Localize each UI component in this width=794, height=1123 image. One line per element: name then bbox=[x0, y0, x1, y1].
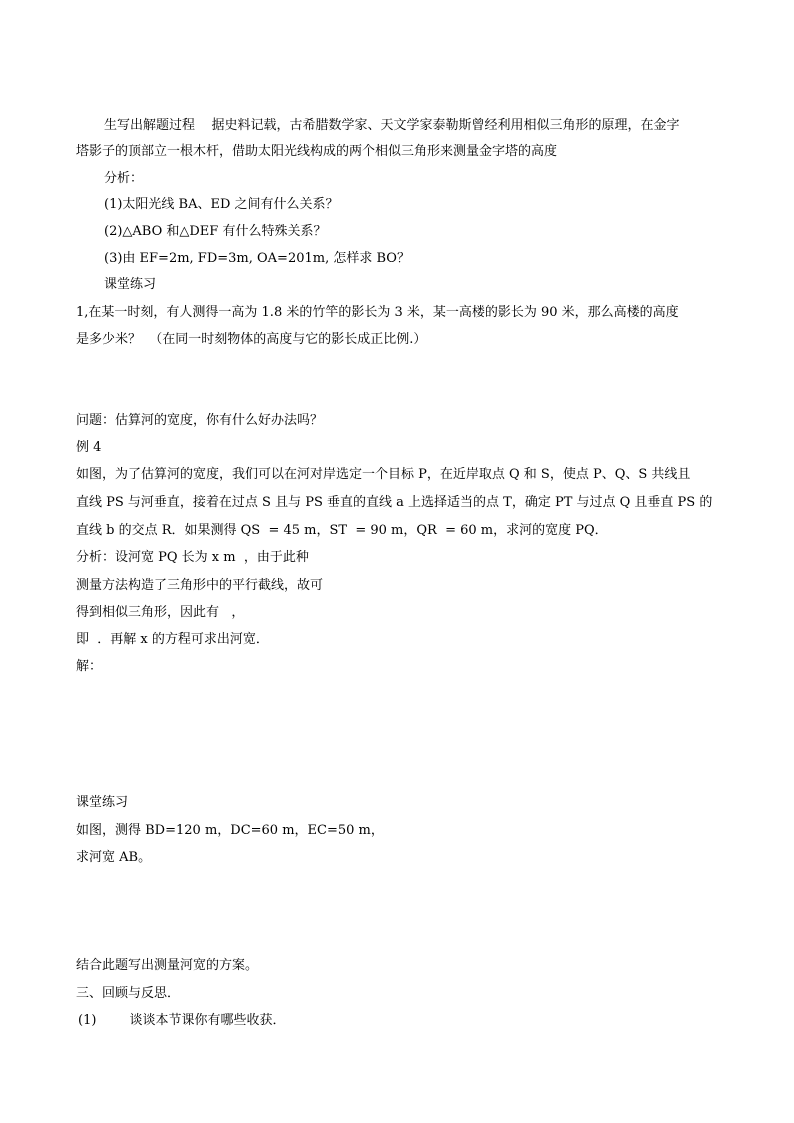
text-line-practice-2-text-1: 如图，测得 BD=120 m，DC=60 m，EC=50 m， bbox=[76, 823, 384, 838]
text-line-intro-continued: 塔影子的顶部立一根木杆，借助太阳光线构成的两个相似三角形来测量金字塔的高度 bbox=[76, 144, 558, 159]
text-line-example-text-1: 如图，为了估算河的宽度，我们可以在河对岸选定一个目标 P，在近岸取点 Q 和 S，使点 P、Q、S 共线且 bbox=[76, 467, 691, 482]
text-line-review-heading: 三、回顾与反思． bbox=[76, 986, 181, 1001]
text-line-example-text-2: 直线 PS 与河垂直，接着在过点 S 且与 PS 垂直的直线 a 上选择适当的点 T，确定 PT 与过点 Q 且垂直 PS 的 bbox=[76, 495, 713, 510]
text-line-intro: 生写出解题过程 据史料记载，古希腊数学家、天文学家泰勒斯曾经利用相似三角形的原理，在金字 bbox=[104, 118, 680, 133]
text-line-example-label: 例 4 bbox=[76, 440, 102, 455]
text-line-practice-1: 1,在某一时刻，有人测得一高为 1.8 米的竹竿的影长为 3 米，某一高楼的影长为 90 米，那么高楼的高度 bbox=[76, 305, 679, 320]
text-line-solution-label: 解： bbox=[76, 659, 103, 674]
text-line-problem-question: 问题：估算河的宽度，你有什么好办法吗？ bbox=[76, 413, 324, 428]
text-line-analysis-1: 分析：设河宽 PQ 长为 x m ，由于此种 bbox=[76, 550, 309, 565]
text-line-practice-heading-2: 课堂练习 bbox=[76, 795, 129, 810]
text-line-question-3: (3)由 EF=2m, FD=3m, OA=201m, 怎样求 BO？ bbox=[104, 251, 410, 266]
text-line-scheme: 结合此题写出测量河宽的方案。 bbox=[76, 958, 259, 973]
text-line-example-text-3: 直线 b 的交点 R．如果测得 QS = 45 m，ST = 90 m，QR = 60 m，求河的宽度 PQ． bbox=[76, 523, 608, 538]
text-line-question-1: (1)太阳光线 BA、ED 之间有什么关系？ bbox=[104, 197, 339, 212]
text-line-question-2: (2)△ABO 和△DEF 有什么特殊关系？ bbox=[104, 224, 327, 239]
text-line-practice-1-continued: 是多少米？ （在同一时刻物体的高度与它的影长成正比例.） bbox=[76, 332, 427, 347]
text-line-practice-heading: 课堂练习 bbox=[104, 277, 157, 292]
text-line-analysis-4: 即 ．再解 x 的方程可求出河宽． bbox=[76, 632, 269, 647]
text-line-review-1: (1) 谈谈本节课你有哪些收获． bbox=[78, 1013, 286, 1028]
text-line-analysis-3: 得到相似三角形，因此有 ， bbox=[76, 605, 245, 620]
text-line-analysis-2: 测量方法构造了三角形中的平行截线，故可 bbox=[76, 578, 324, 593]
text-line-practice-2-text-2: 求河宽 AB。 bbox=[76, 850, 152, 865]
text-line-analysis-heading: 分析： bbox=[104, 171, 144, 186]
